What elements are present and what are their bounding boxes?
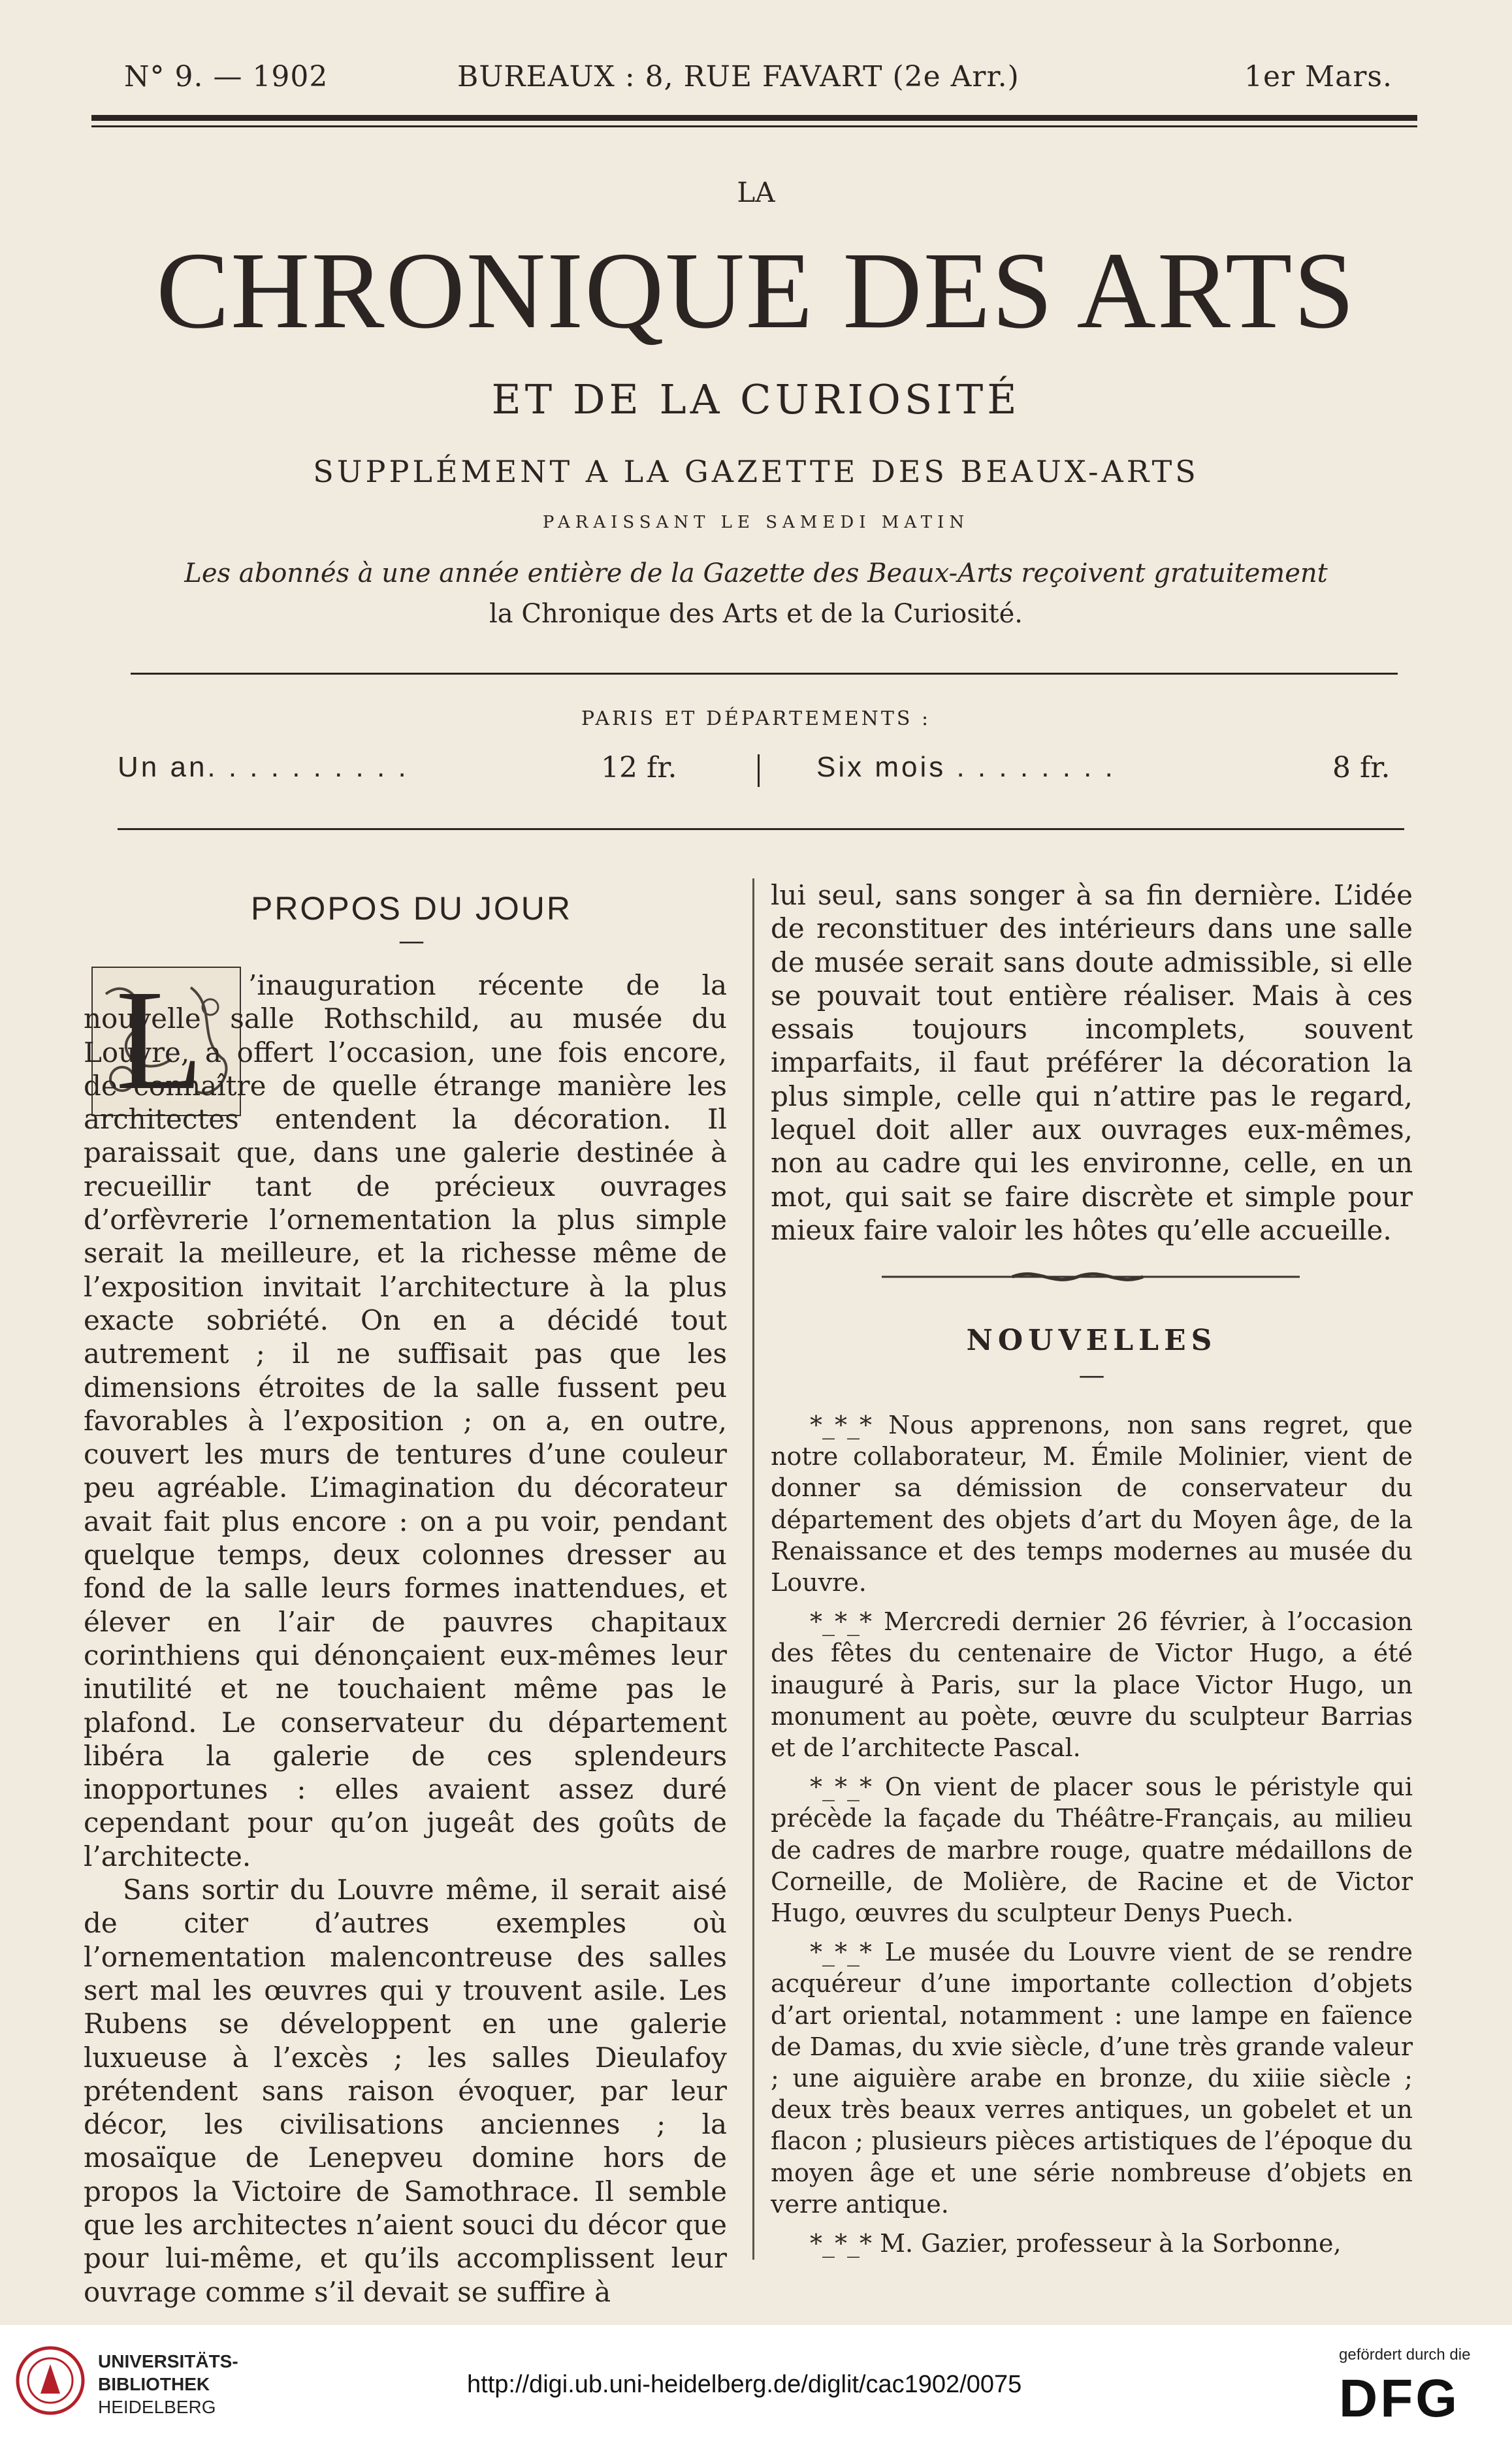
propos-paragraph-1: ’inauguration récente de la nouvelle salle Rothschild, au musée du Louvre, a offert l’occasion, une fois encore, de connaître de quelle étrange manière les architectes entendent la décoration. Il paraissait que, dans une galerie destinée à recueillir tant de précieux ouvrages d’orfèvrerie l’ornementation la plus simple serait la meilleure, et la richesse même de l’exposition invitait l’architecture à la plus exacte sobriété. On en a décidé tout autrement ; il ne suffisait pas que les dimensions étroites de la salle fussent peu favorables à l’exposition ; on a, en outre, couvert les murs de tentures d’une couleur peu agréable. L’imagination du décorateur avait fait plus encore : on a pu voir, pendant quelque temps, deux colonnes dresser au fond de la salle leurs formes inattendues, et élever en l’air de pauvres chapitaux corinthiens qui dénonçaient eux-mêmes leur inutilité et ne touchaient même pas le plafond. Le conservateur du département libéra la galerie de ces splendeurs inopportunes : elles avaient assez duré cependant pour qu’on jugeât des goûts de l’architecte. (84, 969, 727, 1872)
subscriber-note-1: Les abonnés à une année entière de la Gazette des Beaux-Arts reçoivent gratuitement (184, 558, 1328, 588)
subscription-rule (118, 828, 1404, 830)
library-name-2: BIBLIOTHEK (98, 2374, 210, 2394)
nouvelles-dash: — (1078, 1360, 1105, 1390)
column-divider (752, 878, 754, 2260)
news-item: *_*_* On vient de placer sous le péristyle qui précède la façade du Théâtre-Français, au milieu de cadres de marbre rouge, quatre médaillons de Corneille, de Molière, de Racine et de Victor Hugo, œuvres du sculpteur Denys Puech. (771, 1772, 1413, 1928)
asterism-mark: *_*_* (810, 1772, 872, 1802)
frequency-line: PARAISSANT LE SAMEDI MATIN (542, 513, 970, 532)
source-url-link[interactable]: http://digi.ub.uni-heidelberg.de/diglit/cac1902/0075 (467, 2371, 1022, 2398)
masthead-title: CHRONIQUE DES ARTS (156, 230, 1356, 351)
library-name-3: HEIDELBERG (98, 2397, 216, 2417)
masthead-article: LA (737, 176, 775, 208)
office-address: BUREAUX : 8, RUE FAVART (2e Arr.) (457, 60, 1020, 93)
asterism-mark: *_*_* (810, 2229, 872, 2258)
library-name-1: UNIVERSITÄTS- (98, 2351, 238, 2371)
dfg-logo: DFG (1339, 2369, 1460, 2428)
asterism-mark: *_*_* (810, 1411, 872, 1439)
subscription-heading: PARIS ET DÉPARTEMENTS : (581, 707, 931, 730)
asterism-mark: *_*_* (810, 1938, 872, 1967)
half-year-subscription-price: 8 fr. (1332, 751, 1391, 784)
masthead-rule (131, 673, 1398, 675)
funded-by-label: gefördert durch die (1339, 2346, 1471, 2364)
year-subscription-label: Un an. . . . . . . . . . (118, 751, 409, 783)
year-subscription-price: 12 fr. (601, 751, 677, 784)
subscription-divider (758, 754, 760, 787)
propos-heading: PROPOS DU JOUR (250, 890, 573, 927)
nouvelles-heading: NOUVELLES (966, 1324, 1217, 1357)
university-seal-icon (14, 2345, 86, 2416)
drop-cap-letter: L (116, 960, 204, 1119)
half-year-subscription-label: Six mois . . . . . . . . (816, 751, 1116, 783)
news-item: *_*_* M. Gazier, professeur à la Sorbonne, (810, 2229, 1342, 2258)
asterism-mark: *_*_* (810, 1607, 872, 1637)
subscriber-note-2: la Chronique des Arts et de la Curiosité. (489, 599, 1023, 629)
issue-number: N° 9. — 1902 (124, 60, 329, 93)
continuation-text: lui seul, sans songer à sa fin dernière. L’idée de reconstituer des intérieurs dans une salle de musée serait sans doute admissible, si elle se pouvait tout entière réaliser. Mais à ces essais toujours incomplets, souvent imparfaits, il faut préférer la décoration la plus simple, celle qui n’attire pas le regard, lequel doit aller aux ouvrages eux-mêmes, non au cadre qui les environne, celle, en un mot, qui sait se faire discrète et simple pour mieux faire valoir les hôtes qu’elle accueille. (771, 879, 1413, 1246)
news-item: *_*_* Le musée du Louvre vient de se rendre acquéreur d’une importante collection d’objets d’art oriental, notamment : une lampe en faïence de Damas, du xvie siècle, d’une très grande valeur ; une aiguière arabe en bronze, du xiiie siècle ; deux très beaux verres antiques, un gobelet et un flacon ; plusieurs pièces artistiques de l’époque du moyen âge et une série nombreuse d’objets en verre antique. (771, 1938, 1413, 2219)
section-ornament (882, 1267, 1300, 1287)
masthead-subtitle: ET DE LA CURIOSITÉ (491, 376, 1021, 423)
news-item: *_*_* Mercredi dernier 26 février, à l’occasion des fêtes du centenaire de Victor Hugo, a été inauguré à Paris, sur la place Victor Hugo, un monument au poète, œuvre du sculpteur Barrias et de l’architecte Pascal. (771, 1607, 1413, 1763)
supplement-line: SUPPLÉMENT A LA GAZETTE DES BEAUX-ARTS (313, 454, 1199, 489)
scroll-ornament-icon (882, 1267, 1300, 1287)
nouvelles-list (771, 1409, 1413, 2259)
propos-dash: — (398, 926, 425, 956)
header-rule (91, 115, 1417, 121)
news-item: *_*_* Nous apprenons, non sans regret, que notre collaborateur, M. Émile Molinier, vient de donner sa démission de conservateur du département des objets d’art du Moyen âge, de la Renaissance et des temps modernes au musée du Louvre. (771, 1411, 1413, 1597)
propos-continuation (771, 878, 1413, 1247)
issue-date: 1er Mars. (1244, 60, 1392, 93)
digitization-footer (0, 2325, 1512, 2438)
header-rule-thin (91, 125, 1417, 127)
propos-body (84, 969, 727, 2309)
propos-paragraph-2: Sans sortir du Louvre même, il serait aisé de citer d’autres exemples où l’ornementation malencontreuse des salles sert mal les œuvres qui y trouvent asile. Les Rubens se développent en une galerie luxueuse à l’excès ; les salles Dieulafoy prétendent sans raison évoquer, par leur décor, les civilisations anciennes ; la mosaïque de Lenepveu domine hors de propos la Victoire de Samothrace. Il semble que les architectes n’aient souci du décor que pour lui-même, et qu’ils accomplissent leur ouvrage comme s’il devait se suffire à (84, 1874, 727, 2308)
